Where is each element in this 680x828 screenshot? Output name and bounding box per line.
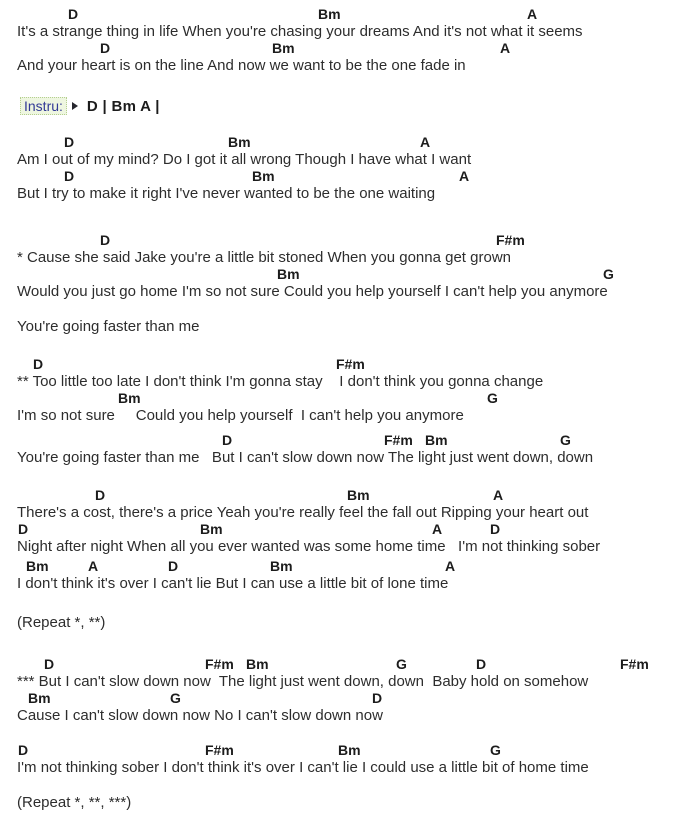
chord-lyric-pair <box>0 487 680 521</box>
chord-lyric-pair <box>0 266 680 300</box>
chord-row <box>0 690 680 707</box>
chord-label: Bm <box>246 656 269 672</box>
play-icon[interactable] <box>72 102 78 110</box>
chord-label: G <box>560 432 571 448</box>
chord-lyric-pair <box>0 656 680 690</box>
chord-label: Bm <box>270 558 293 574</box>
instrumental-line <box>0 96 680 116</box>
chord-label: D <box>168 558 179 574</box>
chord-row <box>0 487 680 504</box>
lyric-line: I'm so not sure Could you help yourself I can't help you anymore <box>17 407 464 424</box>
lyric-line: I don't think it's over I can't lie But I can use a little bit of lone time <box>17 575 449 592</box>
lyric-line: There's a cost, there's a price Yeah you're really feel the fall out Ripping your heart out <box>17 504 589 521</box>
chord-lyric-pair <box>0 168 680 202</box>
chord-label: F#m <box>205 742 234 758</box>
instru-chords: D | Bm A | <box>86 97 160 115</box>
chord-sheet <box>0 6 680 811</box>
verse-block <box>0 232 680 300</box>
lyric-line: Night after night When all you ever wanted was some home time I'm not thinking sober <box>17 538 601 555</box>
chord-lyric-pair <box>0 390 680 424</box>
chord-label: Bm <box>318 6 341 22</box>
chord-label: D <box>476 656 487 672</box>
chord-lyric-pair <box>0 742 680 776</box>
chord-lyric-pair <box>0 356 680 390</box>
chord-label: Bm <box>26 558 49 574</box>
chord-label: F#m <box>496 232 525 248</box>
chord-label: D <box>64 134 75 150</box>
lyric-line: You're going faster than me But I can't slow down now The light just went down, down <box>17 449 594 466</box>
chord-lyric-pair <box>0 432 680 466</box>
chord-label: F#m <box>205 656 234 672</box>
chord-row <box>0 742 680 759</box>
chord-row <box>0 558 680 575</box>
lyric-line: But I try to make it right I've never wanted to be the one waiting <box>17 185 436 202</box>
lyric-line: It's a strange thing in life When you're chasing your dreams And it's not what it seems <box>17 23 583 40</box>
chord-label: Bm <box>425 432 448 448</box>
chord-lyric-pair <box>0 690 680 724</box>
chord-label: Bm <box>28 690 51 706</box>
lyric-line: * Cause she said Jake you're a little bit stoned When you gonna get grown <box>17 249 511 266</box>
verse-block <box>0 356 680 466</box>
chord-label: F#m <box>336 356 365 372</box>
chord-label: G <box>487 390 498 406</box>
chord-label: D <box>100 232 111 248</box>
chord-label: G <box>170 690 181 706</box>
chord-label: D <box>68 6 79 22</box>
lyric-line: Cause I can't slow down now No I can't slow down now <box>17 707 383 724</box>
chord-label: D <box>490 521 501 537</box>
chord-label: D <box>18 521 29 537</box>
chord-label: A <box>445 558 456 574</box>
chord-lyric-pair <box>0 40 680 74</box>
chord-lyric-pair <box>0 134 680 168</box>
chord-row <box>0 232 680 249</box>
chord-label: Bm <box>347 487 370 503</box>
chord-lyric-pair <box>0 558 680 592</box>
chord-row <box>0 432 680 449</box>
chord-label: D <box>95 487 106 503</box>
verse-block <box>0 656 680 724</box>
chord-label: A <box>500 40 511 56</box>
chord-label: D <box>222 432 233 448</box>
lyric-line: Would you just go home I'm so not sure Could you help yourself I can't help you anymore <box>17 283 608 300</box>
verse-block <box>0 742 680 776</box>
repeat-note: (Repeat *, **, ***) <box>17 794 132 811</box>
chord-label: A <box>493 487 504 503</box>
chord-label: A <box>527 6 538 22</box>
chord-label: F#m <box>620 656 649 672</box>
chord-label: Bm <box>272 40 295 56</box>
chord-label: Bm <box>118 390 141 406</box>
chord-label: Bm <box>338 742 361 758</box>
lyric-line: I'm not thinking sober I don't think it's over I can't lie I could use a little bit of home time <box>17 759 589 776</box>
chord-label: D <box>33 356 44 372</box>
chord-row <box>0 656 680 673</box>
chord-label: A <box>459 168 470 184</box>
chord-label: D <box>64 168 75 184</box>
chord-label: Bm <box>228 134 251 150</box>
lyric-line: And your heart is on the line And now we want to be the one fade in <box>17 57 466 74</box>
chord-label: D <box>372 690 383 706</box>
chord-label: G <box>490 742 501 758</box>
repeat-note: (Repeat *, **) <box>17 614 106 631</box>
verse-block <box>0 134 680 202</box>
chord-label: Bm <box>277 266 300 282</box>
chord-lyric-pair <box>0 521 680 555</box>
chord-lyric-pair <box>0 6 680 40</box>
chord-label: A <box>432 521 443 537</box>
chord-label: G <box>396 656 407 672</box>
lyric-line: *** But I can't slow down now The light just went down, down Baby hold on somehow <box>17 673 589 690</box>
instru-label: Instru: <box>20 97 67 115</box>
chord-label: A <box>88 558 99 574</box>
lyric-line: ** Too little too late I don't think I'm gonna stay I don't think you gonna change <box>17 373 544 390</box>
verse-block <box>0 487 680 592</box>
chord-label: A <box>420 134 431 150</box>
chord-label: G <box>603 266 614 282</box>
chord-row <box>0 134 680 151</box>
chord-label: D <box>44 656 55 672</box>
chord-lyric-pair <box>0 232 680 266</box>
chord-label: Bm <box>200 521 223 537</box>
chord-label: Bm <box>252 168 275 184</box>
chord-row <box>0 356 680 373</box>
lyric-line: You're going faster than me <box>17 318 200 335</box>
chord-row <box>0 6 680 23</box>
chord-label: F#m <box>384 432 413 448</box>
chord-row <box>0 521 680 538</box>
chord-row <box>0 266 680 283</box>
verse-block <box>0 6 680 74</box>
chord-row <box>0 40 680 57</box>
chord-row <box>0 390 680 407</box>
chord-row <box>0 168 680 185</box>
chord-label: D <box>100 40 111 56</box>
chord-label: D <box>18 742 29 758</box>
lyric-line: Am I out of my mind? Do I got it all wrong Though I have what I want <box>17 151 472 168</box>
